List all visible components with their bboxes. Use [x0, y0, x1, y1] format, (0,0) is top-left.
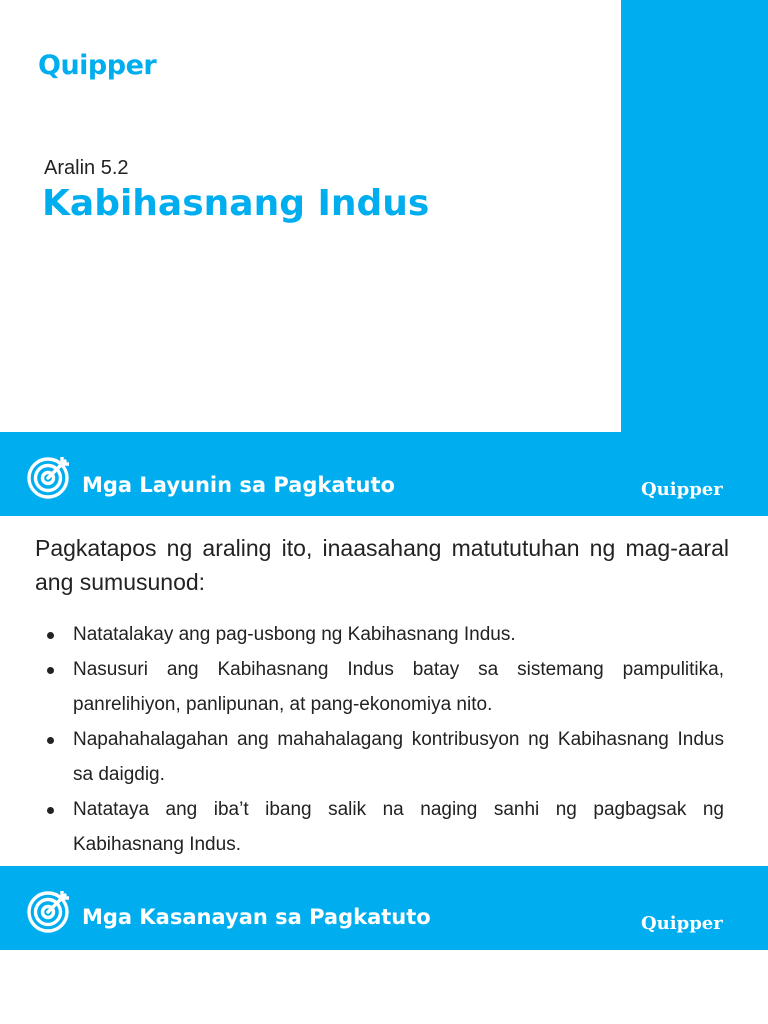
objective-text: Natataya ang iba’t ibang salik na naging sanhi ng pagbagsak ng Kabihasnang Indus. — [73, 799, 724, 855]
bullet-icon — [47, 737, 54, 744]
section-header-skills — [0, 866, 768, 950]
brand-logo: Quipper — [38, 50, 157, 81]
brand-logo: Quipper — [641, 479, 723, 500]
section-title: Mga Kasanayan sa Pagkatuto — [82, 905, 431, 929]
lesson-title: Kabihasnang Indus — [42, 183, 430, 224]
list-item — [38, 792, 724, 862]
section-title: Mga Layunin sa Pagkatuto — [82, 473, 395, 497]
list-item — [38, 722, 724, 792]
objective-text: Napahahalagahan ang mahahalagang kontribusyon ng Kabihasnang Indus sa daigdig. — [73, 729, 724, 785]
objectives-intro: Pagkatapos ng araling ito, inaasahang matututuhan ng mag-aaral ang sumusunod: — [35, 535, 729, 595]
list-item — [38, 652, 724, 722]
target-icon — [26, 886, 74, 934]
target-icon — [26, 452, 74, 500]
objectives-list — [38, 617, 724, 862]
decorative-side-block — [621, 0, 768, 432]
bullet-icon — [47, 667, 54, 674]
brand-logo: Quipper — [641, 913, 723, 934]
objective-text: Nasusuri ang Kabihasnang Indus batay sa sistemang pampulitika, panrelihiyon, panlipunan, at pang-ekonomiya nito. — [73, 659, 724, 715]
bullet-icon — [47, 632, 54, 639]
list-item — [38, 617, 724, 652]
bullet-icon — [47, 807, 54, 814]
lesson-number: Aralin 5.2 — [44, 157, 129, 179]
objective-text: Natatalakay ang pag-usbong ng Kabihasnang Indus. — [73, 624, 516, 645]
section-header-objectives — [0, 432, 768, 516]
